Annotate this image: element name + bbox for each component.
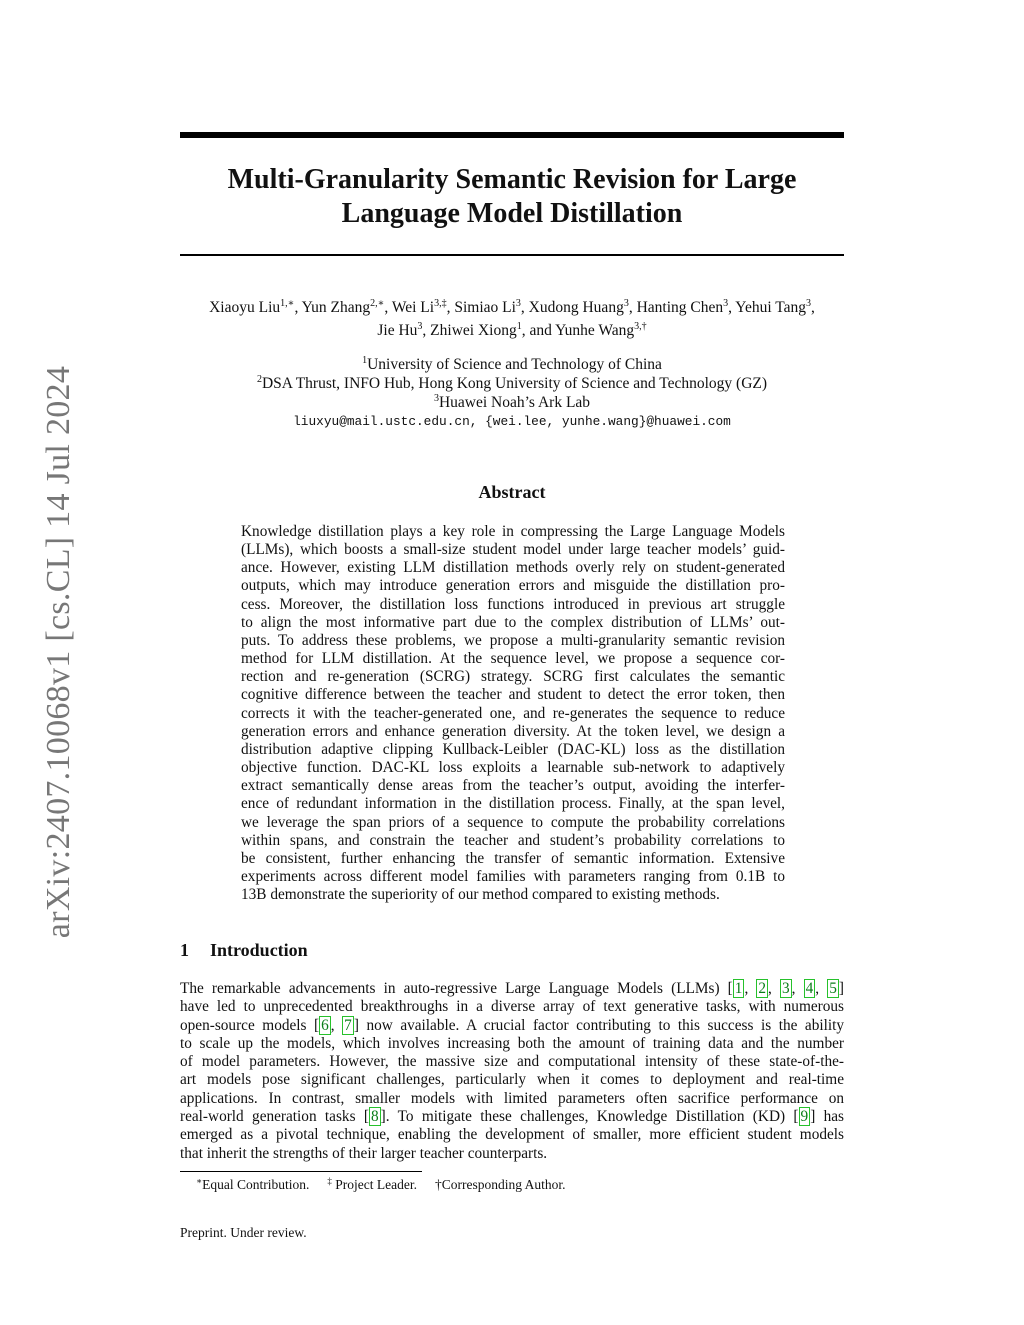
citation-link[interactable]: 6 [321,1016,329,1034]
abstract-line: cess. Moreover, the distillation loss functions introduced in previous art struggle [241,595,785,613]
author-name: Hanting Chen [636,299,724,316]
paper-title [180,163,844,231]
author-affiliation-marker: 3,‡ [434,298,447,309]
author-name: Yehui Tang [735,299,806,316]
author-affiliation-marker: 3 [623,298,629,309]
author-affiliation-marker: 3,† [634,321,647,332]
citation-link[interactable]: 2 [758,980,767,997]
abstract-line: Knowledge distillation plays a key role in compressing the Large Language Models [241,523,785,540]
footnote [435,1177,566,1192]
abstract-line: distribution adaptive clipping Kullback-Leibler (DAC-KL) loss as the distillation [241,740,785,758]
section-title: Introduction [210,940,308,960]
author-affiliation-marker: 2,∗ [370,298,385,309]
citation-link[interactable]: 1 [734,980,743,997]
paragraph-line: emerged as a pivotal technique, enabling the development of smaller, more efficient student models [180,1126,844,1144]
abstract-line: corrects it with the teacher-generated one, and re-generates the sequence to reduce [241,704,785,722]
abstract-line: cognitive difference between the teacher and student to detect the error token, then [241,686,785,704]
abstract-line: experiments across different model families with parameters ranging from 0.1B to [241,867,785,885]
abstract-body [241,523,785,904]
abstract-line: ance. However, existing LLM distillation methods overly rely on student-generated [241,559,785,577]
abstract-line: to align the most informative part due to the complex distribution of LLMs’ out- [241,613,785,631]
abstract-line: ence of redundant information in the distillation process. Finally, at the span level, [241,795,785,813]
abstract-line: within spans, and constrain the teacher and student’s probability correlations to [241,831,785,849]
author-affiliation-marker: 3 [806,298,811,309]
introduction-body [180,980,844,1163]
paragraph-line: to scale up the models, which involves increasing both the amount of training data and the number [180,1034,844,1052]
citation-link[interactable]: 4 [805,980,814,997]
abstract-line: outputs, which may introduce generation errors and misguide the distillation pro- [241,577,785,595]
citation-link[interactable]: 7 [344,1016,352,1034]
author-line: Jie Hu$^3$, Zhiwei Xiong$^1$, and Yunhe Wang$^{3,\dagger}$ [377,321,647,339]
paragraph-line: of model parameters. However, the massive size and computational intensity of these state-of-the- [180,1053,844,1071]
affiliation [180,393,844,412]
footnote-marker: ∗ [196,1176,203,1186]
author-line: Xiaoyu Liu$^{1,∗}$, Yun Zhang$^{2,∗}$, Wei $Li^{3,\ddagger}$, Simiao Li$^3$, Xudong Huang$^3$, Hanting Chen$^3$, Yehui Tang$^3$, [209,298,815,316]
title-top-rule [180,132,844,138]
paragraph-line: have led to unprecedented breakthroughs in a diverse array of text generative tasks, with numerous [180,998,844,1016]
footnote-rule [180,1171,422,1172]
author-affiliation-marker: 1 [516,321,522,332]
affiliation-name: Huawei Noah’s Ark Lab [438,394,591,411]
title-line: Language Model Distillation [341,198,683,229]
paragraph-line: The remarkable advancements in auto-regressive Large Language Models (LLMs) [ 1 , 2 , 3 , 4 , 5 ] [180,980,844,997]
citation-link[interactable]: 9 [800,1108,809,1126]
author-name: Xudong Huang [528,299,624,316]
affiliation-marker: 2 [256,374,262,385]
author-affiliation-marker: 3 [515,298,521,309]
author-name: Simiao Li [454,299,516,316]
citation-link[interactable]: 3 [782,980,790,997]
preprint-notice: Preprint. Under review. [180,1225,307,1240]
abstract-line: 13B demonstrate the superiority of our method compared to existing methods. [241,886,720,904]
author-affiliation-marker: 3 [723,298,729,309]
author-list [180,296,844,342]
citation-link[interactable]: 8 [370,1108,379,1126]
affiliation-name: DSA Thrust, INFO Hub, Hong Kong University of Science and Technology (GZ) [261,375,768,392]
footnote [196,1177,309,1192]
section-number: 1 [180,940,189,960]
footnotes [196,1176,836,1194]
abstract-line: objective function. DAC-KL loss exploits a learnable sub-network to adaptively [241,759,785,777]
author-name: Wei Li [391,299,435,316]
paragraph-line: open-source models [ 6 , 7 ] now available. A crucial factor contributing to this success is the ability [180,1016,845,1034]
abstract-line: extract semantically dense areas from the teacher’s output, avoiding the interfer- [241,777,785,795]
author-name: Xiaoyu Liu [209,299,281,316]
footnote-text: Project Leader. [331,1177,417,1192]
abstract-line: puts. To address these problems, we propose a multi-granularity semantic revision [241,631,785,649]
paragraph-line: art models pose significant challenges, particularly when it comes to deployment and real-time [180,1071,844,1089]
arxiv-identifier: arXiv:2407.10068v1 [cs.CL] 14 Jul 2024 [40,365,77,939]
abstract-line: be consistent, further enhancing the transfer of semantic information. Extensive [241,849,785,867]
abstract-line: we leverage the span priors of a sequence to compute the probability correlations [241,813,785,831]
author-name: Zhiwei Xiong [430,322,517,339]
footnote [327,1177,417,1192]
affiliations [180,355,844,431]
abstract-line: generation errors and enhance generation diversity. At the token level, we design a [241,722,785,740]
footnote-text: Equal Contribution. [202,1177,310,1192]
abstract-line: rection and re-generation (SCRG) strategy. SCRG first calculates the semantic [241,668,785,686]
paragraph-line: real-world generation tasks [ 8 ]. To mitigate these challenges, Knowledge Distillation (KD) [ 9 ] has [180,1108,845,1126]
title-bottom-rule [180,254,844,256]
affiliation [180,355,844,374]
footnote-marker: ‡ [327,1176,332,1186]
section-heading [180,938,580,962]
affiliation-marker: 1 [362,355,368,366]
author-name: and Yunhe Wang [529,322,635,339]
author-affiliation-marker: 3 [417,321,423,332]
citation-link[interactable]: 5 [829,980,837,997]
affiliation-name: University of Science and Technology of China [367,356,662,373]
affiliation [180,374,844,393]
affiliation-marker: 3 [433,393,439,404]
author-affiliation-marker: 1,∗ [280,298,295,309]
paragraph-line: that inherit the strengths of their larger teacher counterparts. [180,1144,548,1162]
author-name: Yun Zhang [301,299,371,316]
author-name: Jie Hu [377,322,418,339]
abstract-line: method for LLM distillation. At the sequence level, we propose a sequence cor- [241,650,785,668]
title-line: Multi-Granularity Semantic Revision for Large [227,164,797,195]
abstract-heading: Abstract [478,482,546,502]
footnote-text: †Corresponding Author. [434,1177,566,1192]
author-emails: liuxyu@mail.ustc.edu.cn, {wei.lee, yunhe.wang}@huawei.com [293,414,731,429]
abstract-line: (LLMs), which boosts a small-size student model under large teacher models’ guid- [241,541,785,559]
paragraph-line: applications. In contrast, smaller models with limited parameters often sacrifice performance on [180,1089,844,1107]
